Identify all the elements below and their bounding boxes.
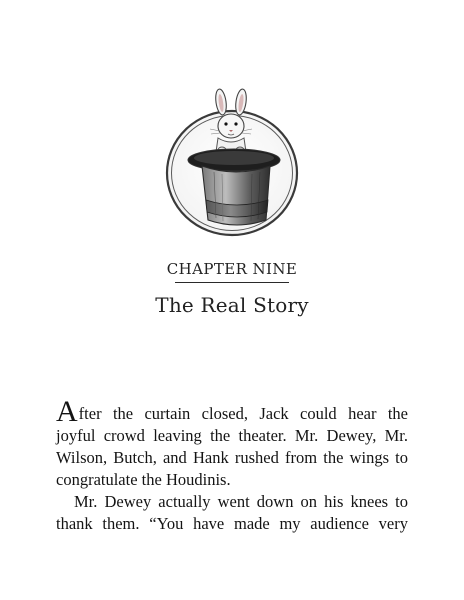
- chapter-number: CHAPTER NINE: [166, 260, 298, 278]
- chapter-body-text: [56, 395, 408, 535]
- text-line-3: Wilson, Butch, and Hank rushed from the wings to: [56, 448, 408, 467]
- text-line-2: joyful crowd leaving the theater. Mr. Dewey, Mr.: [56, 426, 408, 445]
- text-line-6: thank them. “You have made my audience very: [56, 514, 408, 533]
- chapter-title: The Real Story: [155, 293, 309, 317]
- text-line-5: Mr. Dewey actually went down on his knees to: [74, 492, 408, 511]
- chapter-divider: [175, 282, 289, 283]
- text-line-4: congratulate the Houdinis.: [56, 470, 231, 489]
- drop-cap: A: [56, 395, 78, 428]
- text-line-1-rest: fter the curtain closed, Jack could hear the: [78, 404, 408, 423]
- text-line-1: [56, 395, 408, 428]
- rabbit-in-top-hat-icon: [162, 88, 302, 238]
